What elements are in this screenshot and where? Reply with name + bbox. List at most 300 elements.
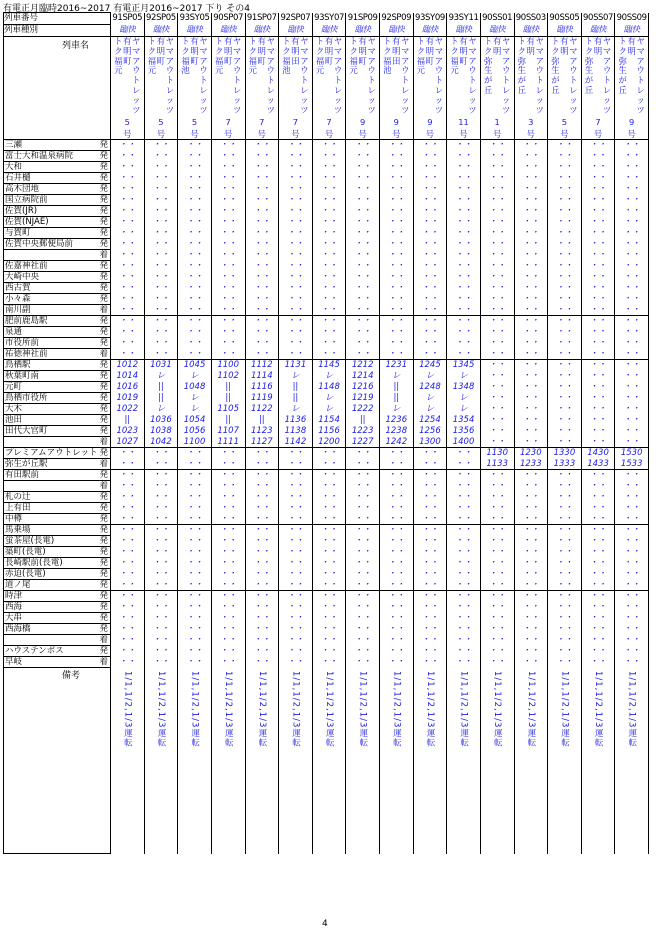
time-cell: 1107 (211, 426, 245, 437)
train-name-char: ヤ (233, 36, 242, 46)
time-cell: ・・ (480, 437, 514, 448)
time-cell: ・・ (514, 305, 548, 316)
time-cell: 1533 (615, 459, 649, 470)
train-name-columns (246, 37, 279, 115)
station-label (4, 580, 111, 591)
station-label (4, 250, 111, 261)
time-cell: ・・ (211, 151, 245, 162)
time-cell: ・・ (279, 140, 313, 151)
time-cell: 1233 (514, 459, 548, 470)
time-cell: ・・ (279, 206, 313, 217)
time-cell: 1023 (111, 426, 145, 437)
train-name-column (594, 37, 603, 115)
train-name-number: 7 (292, 117, 299, 128)
time-cell: ・・ (548, 360, 582, 371)
train-name-columns (145, 37, 178, 115)
train-name-char: ッ (468, 94, 477, 105)
time-cell: 1231 (380, 360, 414, 371)
time-cell: ・・ (480, 602, 514, 613)
time-cell: || (380, 382, 414, 393)
time-cell: ・・ (279, 492, 313, 503)
station-label (4, 459, 111, 470)
time-cell: ・・ (480, 646, 514, 657)
time-cell: ・・ (514, 525, 548, 536)
station-name: 大木 (5, 404, 23, 415)
train-name-char: 明 (324, 45, 334, 56)
time-cell: ・・ (211, 316, 245, 327)
train-name-char: ウ (602, 65, 612, 76)
time-cell: ・・ (346, 217, 380, 228)
arr-dep-mark: 発 (99, 470, 108, 481)
train-name-char: 福 (181, 55, 190, 66)
station-name: 時津 (5, 591, 23, 602)
time-cell: ・・ (413, 206, 447, 217)
time-cell: 1036 (144, 415, 178, 426)
time-cell: ・・ (178, 503, 212, 514)
train-name-char: ッ (233, 94, 242, 105)
station-label (4, 426, 111, 437)
train-name-number: 3 (528, 117, 534, 128)
time-cell: ・・ (111, 547, 145, 558)
train-name-char: マ (401, 45, 410, 56)
time-cell: ・・ (447, 635, 481, 646)
time-cell: ・・ (413, 591, 447, 602)
time-cell: ・・ (581, 371, 615, 382)
station-label (4, 195, 111, 206)
station-name: 早岐 (5, 657, 23, 668)
time-cell: ・・ (413, 503, 447, 514)
train-name-char: ト (300, 75, 309, 86)
time-cell: ・・ (245, 536, 279, 547)
time-cell: ・・ (581, 349, 615, 360)
arr-dep-mark: 発 (99, 316, 108, 327)
time-cell: ・・ (480, 393, 514, 404)
time-cell: 1133 (480, 459, 514, 470)
train-name-char: 弥 (584, 55, 594, 66)
station-label (4, 393, 111, 404)
time-cell: ・・ (245, 481, 279, 492)
train-name-number-suffix: 号 (123, 129, 132, 140)
time-cell: || (211, 382, 245, 393)
arr-dep-mark: 発 (99, 151, 108, 162)
time-cell: ・・ (279, 646, 313, 657)
train-name-char: マ (199, 45, 208, 56)
time-cell: ・・ (548, 569, 582, 580)
time-cell: ・・ (480, 294, 514, 305)
time-cell: ・・ (447, 151, 481, 162)
time-cell: ・・ (178, 591, 212, 602)
time-cell: ・・ (346, 283, 380, 294)
time-cell: ・・ (279, 217, 313, 228)
time-cell: ・・ (413, 448, 447, 459)
time-cell: ・・ (346, 459, 380, 470)
time-cell: ・・ (111, 525, 145, 536)
train-name (447, 37, 481, 140)
time-cell: ・・ (615, 404, 649, 415)
time-cell: ・・ (111, 327, 145, 338)
time-cell: ・・ (413, 283, 447, 294)
time-cell: ・・ (548, 437, 582, 448)
station-label (4, 602, 111, 613)
time-cell: レ (178, 404, 212, 415)
arr-dep-mark: 着 (99, 250, 108, 261)
train-name-char: ヤ (300, 36, 309, 46)
train-name-char: ツ (434, 104, 444, 115)
remark-text: 1/1,1/2,1/3運転 (357, 670, 368, 748)
train-name-char: ト (502, 75, 511, 86)
time-cell: レ (312, 404, 346, 415)
station-name: 富士大和温泉病院 (5, 151, 74, 162)
time-cell: ・・ (447, 448, 481, 459)
time-cell: ・・ (178, 558, 212, 569)
time-cell: ・・ (447, 184, 481, 195)
time-cell: ・・ (312, 613, 346, 624)
time-cell: ・・ (245, 151, 279, 162)
train-name-char: ツ (502, 104, 511, 115)
time-cell: ・・ (245, 624, 279, 635)
train-name-char: 明 (358, 45, 367, 56)
time-cell: ・・ (480, 239, 514, 250)
time-cell: ・・ (615, 239, 649, 250)
time-cell: ・・ (312, 206, 346, 217)
time-cell: ・・ (548, 635, 582, 646)
station-name: 西古賀 (5, 283, 31, 294)
time-cell: ・・ (178, 580, 212, 591)
time-cell: ・・ (211, 492, 245, 503)
train-name-label-text: 列車名 (62, 41, 90, 51)
train-name-char: 明 (190, 45, 199, 56)
time-cell: ・・ (380, 294, 414, 305)
train-name-char: ア (266, 55, 275, 66)
time-cell: ・・ (514, 382, 548, 393)
time-cell: ・・ (312, 239, 346, 250)
time-cell: ・・ (111, 448, 145, 459)
time-cell: ・・ (480, 250, 514, 261)
time-cell: 1216 (346, 382, 380, 393)
remark (548, 668, 582, 854)
train-name-char: ト (434, 75, 444, 86)
time-cell: ・・ (312, 580, 346, 591)
time-cell: ・・ (548, 613, 582, 624)
train-name-column (233, 37, 242, 115)
train-name-columns (548, 37, 581, 115)
time-cell: ・・ (514, 470, 548, 481)
train-name-char: レ (434, 84, 444, 95)
train-name-column (266, 37, 275, 115)
time-cell: ・・ (178, 547, 212, 558)
train-name-char: ク (248, 45, 257, 56)
train-name (346, 37, 380, 140)
time-cell: ・・ (548, 184, 582, 195)
train-name-char: 明 (257, 45, 266, 56)
time-cell: ・・ (312, 184, 346, 195)
time-cell: ・・ (447, 613, 481, 624)
station-name: 秋葉町南 (5, 371, 40, 382)
time-cell: ・・ (144, 470, 178, 481)
time-cell: || (144, 393, 178, 404)
time-cell: ・・ (548, 228, 582, 239)
time-cell: ・・ (111, 184, 145, 195)
arr-dep-mark: 発 (99, 580, 108, 591)
train-name-char: ク (618, 45, 627, 56)
time-cell: ・・ (211, 514, 245, 525)
station-row (4, 338, 649, 349)
time-cell: ・・ (346, 503, 380, 514)
time-cell: ・・ (144, 481, 178, 492)
time-cell: ・・ (346, 294, 380, 305)
train-name-char: 町 (425, 55, 435, 66)
time-cell: ・・ (447, 272, 481, 283)
train-name-char: マ (434, 45, 444, 56)
time-cell: ・・ (279, 547, 313, 558)
arr-dep-mark: 発 (99, 558, 108, 569)
train-name-char: ト (383, 36, 392, 46)
remark (111, 668, 145, 854)
time-cell: ・・ (615, 305, 649, 316)
time-cell: レ (279, 371, 313, 382)
time-cell: ・・ (211, 459, 245, 470)
train-name-char: ツ (199, 104, 208, 115)
time-cell: 1256 (413, 426, 447, 437)
train-name-column (468, 37, 477, 115)
train-name-char: ツ (367, 104, 376, 115)
remark-text: 1/1,1/2,1/3運転 (391, 670, 402, 748)
time-cell: 1348 (447, 382, 481, 393)
time-cell: ・・ (581, 206, 615, 217)
station-name: 石井樋 (5, 173, 31, 184)
time-cell: ・・ (615, 272, 649, 283)
time-cell: ・・ (548, 272, 582, 283)
train-name-char: ト (333, 75, 343, 86)
time-cell: ・・ (144, 514, 178, 525)
train-name-column (560, 37, 569, 115)
time-cell: || (279, 382, 313, 393)
time-cell: ・・ (480, 184, 514, 195)
time-cell: ・・ (279, 503, 313, 514)
time-cell: ・・ (413, 580, 447, 591)
page-number: 4 (322, 919, 328, 929)
train-name-column (316, 37, 325, 115)
time-cell: 1127 (245, 437, 279, 448)
arr-dep-mark: 発 (99, 195, 108, 206)
train-name-char: 元 (349, 65, 358, 76)
time-cell: ・・ (548, 371, 582, 382)
arr-dep-mark: 発 (99, 173, 108, 184)
arr-dep-mark: 着 (99, 459, 108, 470)
time-cell: ・・ (480, 283, 514, 294)
time-cell: ・・ (144, 261, 178, 272)
time-cell: ・・ (279, 580, 313, 591)
station-label (4, 316, 111, 327)
train-name-char: 弥 (517, 55, 526, 66)
time-cell: ・・ (380, 624, 414, 635)
station-row (4, 492, 649, 503)
station-label (4, 371, 111, 382)
station-row (4, 151, 649, 162)
time-cell: ・・ (144, 173, 178, 184)
time-cell: ・・ (548, 349, 582, 360)
time-cell: 1254 (413, 415, 447, 426)
time-cell: ・・ (380, 349, 414, 360)
train-name-columns (111, 37, 144, 115)
station-name: 築町(長電) (5, 547, 46, 558)
time-cell: 1012 (111, 360, 145, 371)
remark-text: 1/1,1/2,1/3運転 (189, 670, 200, 748)
time-cell: ・・ (144, 613, 178, 624)
train-name-char: ト (551, 36, 560, 46)
time-cell: ・・ (447, 558, 481, 569)
arr-dep-mark: 発 (99, 525, 108, 536)
train-name-char: マ (165, 45, 175, 56)
time-cell: ・・ (312, 492, 346, 503)
arr-dep-mark: 着 (99, 349, 108, 360)
train-name-char: 福 (349, 55, 358, 66)
time-cell: ・・ (380, 316, 414, 327)
station-row (4, 195, 649, 206)
train-name-number-suffix: 号 (425, 129, 435, 140)
time-cell: 1119 (245, 393, 279, 404)
station-row (4, 470, 649, 481)
train-number: 92SP09 (381, 12, 412, 23)
time-cell: ・・ (178, 624, 212, 635)
time-cell: ・・ (178, 316, 212, 327)
train-name-char: マ (535, 45, 544, 56)
time-cell: ・・ (211, 239, 245, 250)
time-cell: ・・ (279, 338, 313, 349)
time-cell: ・・ (245, 448, 279, 459)
time-cell: ・・ (380, 481, 414, 492)
time-cell: ・・ (514, 162, 548, 173)
time-cell: ・・ (111, 239, 145, 250)
train-name-char: ウ (233, 65, 242, 76)
train-name-char: ト (618, 36, 627, 46)
train-name-char: ツ (468, 104, 477, 115)
remark (581, 668, 615, 854)
train-name-column (459, 37, 468, 115)
arr-dep-mark: 着 (99, 657, 108, 668)
time-cell: ・・ (211, 624, 245, 635)
time-cell: || (380, 393, 414, 404)
time-cell: ・・ (413, 316, 447, 327)
arr-dep-mark: 発 (99, 492, 108, 503)
station-name: 大串 (5, 613, 23, 624)
time-cell: ・・ (144, 349, 178, 360)
train-name-number: 5 (124, 117, 130, 128)
train-name-char: 丘 (484, 84, 493, 95)
train-name-number-suffix: 号 (459, 129, 468, 140)
time-cell: ・・ (548, 536, 582, 547)
train-name-char: が (551, 75, 560, 86)
station-name: 肥前鹿島駅 (5, 316, 48, 327)
time-cell: ・・ (312, 283, 346, 294)
time-cell: ・・ (111, 459, 145, 470)
time-cell: ・・ (380, 151, 414, 162)
train-name-char: ヤ (199, 36, 208, 46)
time-cell: ・・ (312, 316, 346, 327)
train-name-columns (178, 37, 211, 115)
station-row (4, 393, 649, 404)
time-cell: ・・ (447, 602, 481, 613)
time-cell: ・・ (111, 514, 145, 525)
time-cell: ・・ (178, 481, 212, 492)
station-row (4, 569, 649, 580)
remark (346, 668, 380, 854)
station-row (4, 635, 649, 646)
train-name-char: ッ (569, 94, 578, 105)
time-cell: ・・ (312, 547, 346, 558)
arr-dep-mark: 着 (99, 481, 108, 492)
time-cell: 1056 (178, 426, 212, 437)
time-cell: ・・ (245, 217, 279, 228)
train-name-columns (481, 37, 514, 115)
train-name-number: 5 (158, 117, 164, 128)
time-cell: ・・ (615, 217, 649, 228)
train-name-char: ツ (266, 104, 275, 115)
time-cell: ・・ (615, 261, 649, 272)
train-name (480, 37, 514, 140)
station-label (4, 140, 111, 151)
time-cell: ・・ (111, 151, 145, 162)
time-cell: 1123 (245, 426, 279, 437)
train-name-char: ウ (468, 65, 477, 76)
time-cell: ・・ (144, 624, 178, 635)
train-name-column (300, 37, 309, 115)
train-name-char: ク (551, 45, 560, 56)
time-cell: ・・ (380, 195, 414, 206)
time-cell: 1122 (245, 404, 279, 415)
train-name-char: ツ (535, 104, 544, 115)
time-cell: ・・ (380, 272, 414, 283)
station-name: 有田駅前 (5, 470, 40, 481)
station-label (4, 547, 111, 558)
train-name-char: ッ (300, 94, 309, 105)
train-name-char: ヤ (468, 36, 477, 46)
station-row (4, 349, 649, 360)
train-name-char: 町 (459, 55, 468, 66)
train-name-char: ク (416, 45, 426, 56)
train-name-char: 有 (123, 36, 132, 46)
time-cell: ・・ (245, 349, 279, 360)
time-cell: 1100 (178, 437, 212, 448)
train-type: 臨快 (548, 25, 582, 37)
time-cell: ・・ (380, 558, 414, 569)
time-cell: ・・ (211, 272, 245, 283)
train-name-char: 明 (593, 45, 603, 56)
train-name-char: レ (165, 84, 175, 95)
time-cell: ・・ (111, 657, 145, 668)
time-cell: ・・ (615, 481, 649, 492)
time-cell: ・・ (615, 316, 649, 327)
time-cell: ・・ (615, 503, 649, 514)
train-name-number: 9 (427, 117, 433, 128)
time-cell: || (346, 415, 380, 426)
time-cell: ・・ (346, 635, 380, 646)
time-cell: ・・ (447, 239, 481, 250)
remark (380, 668, 414, 854)
train-name-char: ト (636, 75, 645, 86)
time-cell: ・・ (312, 448, 346, 459)
time-cell: ・・ (279, 228, 313, 239)
train-name-char: 元 (248, 65, 257, 76)
train-name-char: ヤ (636, 36, 645, 46)
time-cell: ・・ (615, 613, 649, 624)
time-cell: 1148 (312, 382, 346, 393)
time-cell: ・・ (380, 184, 414, 195)
time-cell: ・・ (312, 470, 346, 481)
time-cell: ・・ (548, 514, 582, 525)
time-cell: ・・ (211, 536, 245, 547)
train-name-char: 田 (392, 55, 401, 66)
